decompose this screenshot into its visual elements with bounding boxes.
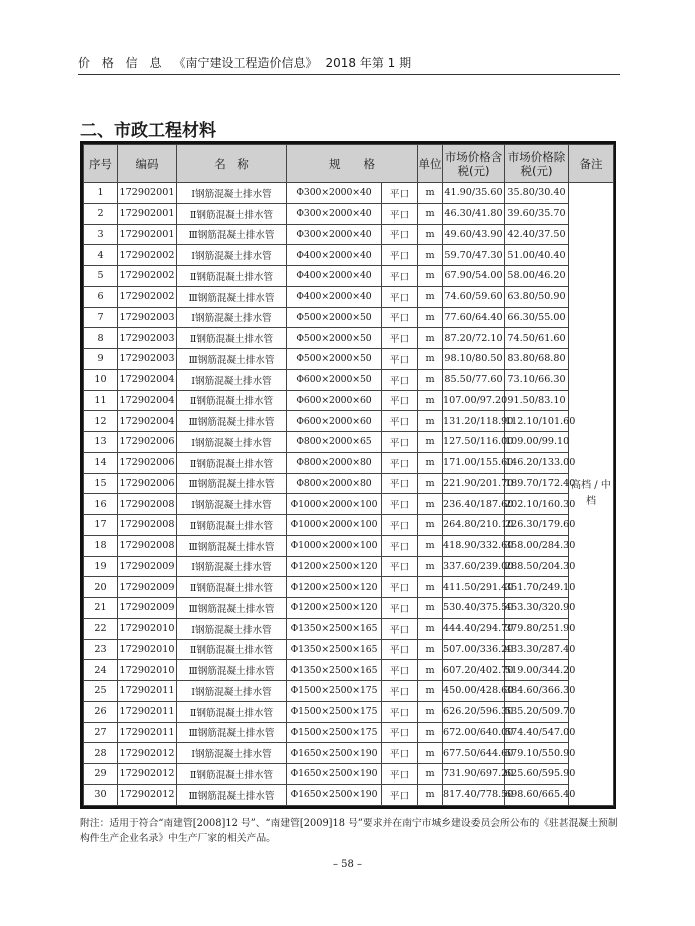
cell-code: 172902006 [118,432,177,453]
cell-spec: Φ800×2000×80 [287,473,382,494]
cell-code: 172902011 [118,722,177,743]
cell-name: Ⅱ钢筋混凝土排水管 [177,328,287,349]
cell-code: 172902011 [118,681,177,702]
cell-seq: 2 [84,203,118,224]
cell-unit: m [418,722,443,743]
cell-price-notax: 58.00/46.20 [505,266,569,287]
cell-name: Ⅰ钢筋混凝土排水管 [177,369,287,390]
cell-spec: Φ1200×2500×120 [287,577,382,598]
cell-unit: m [418,390,443,411]
cell-spec: Φ500×2000×50 [287,349,382,370]
cell-name: Ⅲ钢筋混凝土排水管 [177,349,287,370]
cell-price-notax: 579.10/550.90 [505,743,569,764]
cell-name: Ⅰ钢筋混凝土排水管 [177,743,287,764]
cell-price-tax: 236.40/187.60 [443,494,505,515]
cell-price-tax: 49.60/43.90 [443,224,505,245]
cell-code: 172902003 [118,328,177,349]
cell-name: Ⅱ钢筋混凝土排水管 [177,764,287,785]
page-number: – 58 – [332,859,363,870]
cell-price-tax: 411.50/291.40 [443,577,505,598]
cell-code: 172902006 [118,452,177,473]
cell-spec: Φ1650×2500×190 [287,784,382,805]
table-row [84,411,614,432]
cell-name: Ⅰ钢筋混凝土排水管 [177,681,287,702]
col-header-seq: 序号 [84,145,118,183]
cell-name: Ⅲ钢筋混凝土排水管 [177,722,287,743]
cell-price-tax: 85.50/77.60 [443,369,505,390]
cell-name: Ⅰ钢筋混凝土排水管 [177,307,287,328]
cell-spec: Φ1500×2500×175 [287,701,382,722]
cell-price-notax: 35.80/30.40 [505,183,569,204]
cell-joint: 平口 [382,556,418,577]
cell-seq: 3 [84,224,118,245]
cell-price-tax: 450.00/428.60 [443,681,505,702]
cell-spec: Φ400×2000×40 [287,266,382,287]
cell-spec: Φ1000×2000×100 [287,494,382,515]
table-row [84,598,614,619]
cell-unit: m [418,681,443,702]
cell-price-notax: 74.50/61.60 [505,328,569,349]
cell-spec: Φ300×2000×40 [287,224,382,245]
cell-joint: 平口 [382,266,418,287]
cell-price-tax: 87.20/72.10 [443,328,505,349]
cell-name: Ⅲ钢筋混凝土排水管 [177,784,287,805]
table-row [84,577,614,598]
header-publication: 《南宁建设工程造价信息》 [173,56,318,70]
cell-spec: Φ800×2000×80 [287,452,382,473]
cell-price-notax: 66.30/55.00 [505,307,569,328]
cell-seq: 8 [84,328,118,349]
cell-price-notax: 109.00/99.10 [505,432,569,453]
cell-unit: m [418,452,443,473]
cell-price-tax: 77.60/64.40 [443,307,505,328]
cell-spec: Φ1200×2500×120 [287,556,382,577]
cell-price-tax: 67.90/54.00 [443,266,505,287]
cell-price-tax: 444.40/294.70 [443,618,505,639]
cell-joint: 平口 [382,494,418,515]
cell-seq: 7 [84,307,118,328]
cell-name: Ⅲ钢筋混凝土排水管 [177,411,287,432]
cell-unit: m [418,245,443,266]
col-header-price-tax: 市场价格含税(元) [443,145,505,183]
table-row [84,452,614,473]
cell-seq: 10 [84,369,118,390]
cell-joint: 平口 [382,369,418,390]
cell-spec: Φ1200×2500×120 [287,598,382,619]
cell-price-tax: 107.00/97.20 [443,390,505,411]
cell-price-tax: 507.00/336.20 [443,639,505,660]
section-title: 二、市政工程材料 [80,121,216,141]
cell-joint: 平口 [382,701,418,722]
cell-seq: 18 [84,535,118,556]
cell-price-notax: 146.20/133.00 [505,452,569,473]
table-row [84,328,614,349]
cell-price-tax: 677.50/644.60 [443,743,505,764]
cell-price-notax: 91.50/83.10 [505,390,569,411]
table-row [84,432,614,453]
cell-seq: 1 [84,183,118,204]
cell-spec: Φ1000×2000×100 [287,535,382,556]
table-row [84,535,614,556]
cell-note: 高档 / 中档 [569,183,614,806]
cell-name: Ⅰ钢筋混凝土排水管 [177,432,287,453]
cell-name: Ⅲ钢筋混凝土排水管 [177,535,287,556]
cell-seq: 28 [84,743,118,764]
cell-code: 172902009 [118,556,177,577]
cell-price-notax: 226.30/179.60 [505,515,569,536]
cell-code: 172902008 [118,515,177,536]
cell-unit: m [418,764,443,785]
cell-joint: 平口 [382,722,418,743]
cell-name: Ⅲ钢筋混凝土排水管 [177,224,287,245]
cell-name: Ⅱ钢筋混凝土排水管 [177,266,287,287]
cell-price-tax: 74.60/59.60 [443,286,505,307]
cell-seq: 27 [84,722,118,743]
cell-joint: 平口 [382,432,418,453]
cell-price-tax: 98.10/80.50 [443,349,505,370]
cell-joint: 平口 [382,390,418,411]
cell-price-notax: 625.60/595.90 [505,764,569,785]
col-header-price-notax: 市场价格除税(元) [505,145,569,183]
cell-price-tax: 530.40/375.50 [443,598,505,619]
cell-joint: 平口 [382,743,418,764]
cell-price-notax: 63.80/50.90 [505,286,569,307]
cell-joint: 平口 [382,183,418,204]
table-row [84,515,614,536]
footnote: 附注：适用于符合“南建管[2008]12 号”、“南建管[2009]18 号”要求并在南宁市城乡建设委员会所公布的《驻甚混凝土预制构件生产企业名录》中生产厂家的相关产品。 [80,818,618,844]
cell-price-tax: 731.90/697.20 [443,764,505,785]
cell-unit: m [418,349,443,370]
cell-joint: 平口 [382,577,418,598]
cell-spec: Φ1350×2500×165 [287,618,382,639]
cell-seq: 20 [84,577,118,598]
cell-joint: 平口 [382,307,418,328]
cell-seq: 24 [84,660,118,681]
cell-code: 172902001 [118,224,177,245]
cell-joint: 平口 [382,286,418,307]
cell-price-notax: 39.60/35.70 [505,203,569,224]
cell-price-tax: 418.90/332.60 [443,535,505,556]
cell-price-notax: 379.80/251.90 [505,618,569,639]
cell-price-notax: 189.70/172.40 [505,473,569,494]
cell-joint: 平口 [382,452,418,473]
cell-unit: m [418,473,443,494]
cell-seq: 17 [84,515,118,536]
cell-joint: 平口 [382,349,418,370]
cell-price-notax: 453.30/320.90 [505,598,569,619]
table-row [84,203,614,224]
cell-seq: 11 [84,390,118,411]
cell-joint: 平口 [382,598,418,619]
cell-seq: 12 [84,411,118,432]
cell-unit: m [418,266,443,287]
cell-joint: 平口 [382,203,418,224]
cell-spec: Φ300×2000×40 [287,183,382,204]
table-row [84,556,614,577]
cell-spec: Φ400×2000×40 [287,245,382,266]
cell-spec: Φ1650×2500×190 [287,743,382,764]
cell-code: 172902002 [118,245,177,266]
cell-seq: 16 [84,494,118,515]
cell-spec: Φ600×2000×60 [287,390,382,411]
cell-unit: m [418,701,443,722]
table-row [84,681,614,702]
cell-price-tax: 221.90/201.70 [443,473,505,494]
table-row [84,183,614,204]
cell-price-tax: 46.30/41.80 [443,203,505,224]
cell-name: Ⅰ钢筋混凝土排水管 [177,618,287,639]
cell-seq: 21 [84,598,118,619]
table-row [84,722,614,743]
cell-name: Ⅲ钢筋混凝土排水管 [177,286,287,307]
cell-seq: 4 [84,245,118,266]
header-label: 价 格 信 息 [78,56,166,70]
cell-code: 172902012 [118,743,177,764]
cell-price-notax: 358.00/284.30 [505,535,569,556]
cell-price-tax: 41.90/35.60 [443,183,505,204]
cell-seq: 25 [84,681,118,702]
cell-joint: 平口 [382,660,418,681]
table-row [84,660,614,681]
cell-price-tax: 264.80/210.10 [443,515,505,536]
cell-spec: Φ1650×2500×190 [287,764,382,785]
cell-price-notax: 698.60/665.40 [505,784,569,805]
cell-code: 172902003 [118,349,177,370]
cell-price-tax: 607.20/402.70 [443,660,505,681]
cell-code: 172902010 [118,618,177,639]
cell-seq: 23 [84,639,118,660]
cell-spec: Φ1500×2500×175 [287,722,382,743]
table-header-row [84,145,614,183]
cell-name: Ⅰ钢筋混凝土排水管 [177,183,287,204]
cell-joint: 平口 [382,473,418,494]
cell-price-notax: 574.40/547.00 [505,722,569,743]
cell-unit: m [418,411,443,432]
cell-unit: m [418,618,443,639]
cell-joint: 平口 [382,784,418,805]
table-row [84,369,614,390]
cell-joint: 平口 [382,245,418,266]
cell-price-tax: 127.50/116.00 [443,432,505,453]
cell-name: Ⅱ钢筋混凝土排水管 [177,203,287,224]
cell-seq: 14 [84,452,118,473]
cell-price-tax: 626.20/596.30 [443,701,505,722]
cell-spec: Φ800×2000×65 [287,432,382,453]
cell-unit: m [418,369,443,390]
cell-name: Ⅱ钢筋混凝土排水管 [177,701,287,722]
table-row [84,618,614,639]
cell-unit: m [418,577,443,598]
cell-code: 172902011 [118,701,177,722]
table-row [84,390,614,411]
cell-code: 172902008 [118,535,177,556]
cell-unit: m [418,515,443,536]
cell-spec: Φ600×2000×50 [287,369,382,390]
cell-joint: 平口 [382,535,418,556]
cell-name: Ⅱ钢筋混凝土排水管 [177,452,287,473]
table-row [84,349,614,370]
cell-name: Ⅱ钢筋混凝土排水管 [177,639,287,660]
cell-code: 172902010 [118,660,177,681]
cell-code: 172902002 [118,266,177,287]
cell-unit: m [418,743,443,764]
cell-price-notax: 73.10/66.30 [505,369,569,390]
cell-code: 172902008 [118,494,177,515]
table-row [84,307,614,328]
cell-unit: m [418,660,443,681]
cell-spec: Φ1500×2500×175 [287,681,382,702]
cell-seq: 6 [84,286,118,307]
col-header-name: 名 称 [177,145,287,183]
table-row [84,473,614,494]
cell-price-notax: 51.00/40.40 [505,245,569,266]
cell-joint: 平口 [382,618,418,639]
cell-spec: Φ600×2000×60 [287,411,382,432]
cell-unit: m [418,286,443,307]
cell-seq: 5 [84,266,118,287]
cell-name: Ⅱ钢筋混凝土排水管 [177,577,287,598]
cell-price-tax: 337.60/239.00 [443,556,505,577]
cell-name: Ⅱ钢筋混凝土排水管 [177,515,287,536]
cell-name: Ⅲ钢筋混凝土排水管 [177,473,287,494]
cell-price-notax: 519.00/344.20 [505,660,569,681]
table-row [84,245,614,266]
cell-unit: m [418,328,443,349]
col-header-code: 编码 [118,145,177,183]
cell-unit: m [418,224,443,245]
cell-seq: 29 [84,764,118,785]
cell-price-notax: 535.20/509.70 [505,701,569,722]
cell-joint: 平口 [382,328,418,349]
table-row [84,286,614,307]
cell-joint: 平口 [382,515,418,536]
cell-spec: Φ1350×2500×165 [287,639,382,660]
cell-joint: 平口 [382,681,418,702]
cell-code: 172902009 [118,598,177,619]
col-header-note: 备注 [569,145,614,183]
cell-unit: m [418,784,443,805]
cell-unit: m [418,183,443,204]
cell-name: Ⅲ钢筋混凝土排水管 [177,598,287,619]
cell-joint: 平口 [382,411,418,432]
cell-unit: m [418,432,443,453]
cell-code: 172902003 [118,307,177,328]
col-header-unit: 单位 [418,145,443,183]
cell-unit: m [418,203,443,224]
table-body [84,183,614,806]
cell-unit: m [418,598,443,619]
price-table [83,144,614,806]
cell-price-tax: 672.00/640.00 [443,722,505,743]
cell-seq: 9 [84,349,118,370]
cell-seq: 22 [84,618,118,639]
table-row [84,701,614,722]
table-row [84,639,614,660]
cell-price-notax: 384.60/366.30 [505,681,569,702]
cell-unit: m [418,535,443,556]
cell-spec: Φ300×2000×40 [287,203,382,224]
cell-spec: Φ1000×2000×100 [287,515,382,536]
cell-seq: 19 [84,556,118,577]
cell-code: 172902004 [118,390,177,411]
cell-code: 172902006 [118,473,177,494]
col-header-spec: 规 格 [287,145,418,183]
cell-name: Ⅰ钢筋混凝土排水管 [177,556,287,577]
cell-code: 172902002 [118,286,177,307]
table-row [84,764,614,785]
cell-unit: m [418,307,443,328]
table-row [84,224,614,245]
cell-price-tax: 817.40/778.50 [443,784,505,805]
cell-unit: m [418,556,443,577]
cell-unit: m [418,639,443,660]
cell-name: Ⅰ钢筋混凝土排水管 [177,494,287,515]
cell-price-tax: 59.70/47.30 [443,245,505,266]
cell-spec: Φ500×2000×50 [287,328,382,349]
cell-name: Ⅱ钢筋混凝土排水管 [177,390,287,411]
cell-name: Ⅲ钢筋混凝土排水管 [177,660,287,681]
table-row [84,266,614,287]
table-row [84,743,614,764]
cell-seq: 13 [84,432,118,453]
cell-code: 172902004 [118,411,177,432]
cell-code: 172902012 [118,784,177,805]
cell-code: 172902001 [118,203,177,224]
cell-spec: Φ1350×2500×165 [287,660,382,681]
table-row [84,784,614,805]
cell-price-tax: 131.20/118.90 [443,411,505,432]
cell-joint: 平口 [382,639,418,660]
running-header [78,53,620,75]
price-table-container [80,141,616,809]
cell-seq: 30 [84,784,118,805]
cell-price-tax: 171.00/155.60 [443,452,505,473]
cell-price-notax: 202.10/160.30 [505,494,569,515]
table-row [84,494,614,515]
cell-code: 172902012 [118,764,177,785]
cell-price-notax: 433.30/287.40 [505,639,569,660]
cell-code: 172902001 [118,183,177,204]
cell-price-notax: 288.50/204.30 [505,556,569,577]
cell-price-notax: 83.80/68.80 [505,349,569,370]
cell-seq: 15 [84,473,118,494]
cell-spec: Φ400×2000×40 [287,286,382,307]
cell-joint: 平口 [382,764,418,785]
cell-code: 172902009 [118,577,177,598]
cell-unit: m [418,494,443,515]
cell-joint: 平口 [382,224,418,245]
cell-seq: 26 [84,701,118,722]
cell-spec: Φ500×2000×50 [287,307,382,328]
cell-code: 172902004 [118,369,177,390]
header-issue: 2018 年第 1 期 [325,56,412,70]
cell-price-notax: 351.70/249.10 [505,577,569,598]
cell-code: 172902010 [118,639,177,660]
cell-price-notax: 42.40/37.50 [505,224,569,245]
cell-name: Ⅰ钢筋混凝土排水管 [177,245,287,266]
cell-price-notax: 112.10/101.60 [505,411,569,432]
